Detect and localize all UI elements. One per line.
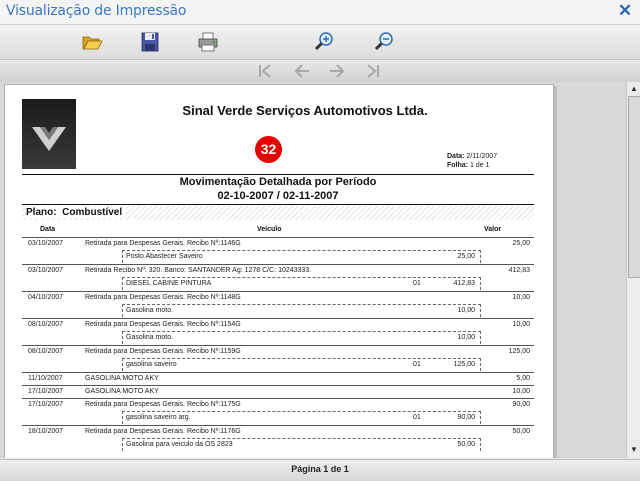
detail-value: 125,00 (453, 361, 475, 368)
header-divider (22, 174, 534, 175)
row-value: 412,83 (508, 267, 530, 274)
open-button[interactable] (80, 30, 104, 54)
detail-description: Gasolina para veiculo da OS 2823 (126, 441, 233, 448)
save-button[interactable] (138, 30, 162, 54)
detail-row (122, 411, 481, 424)
row-date: 17/10/2007 (28, 388, 64, 395)
window-title: Visualização de Impressão (6, 3, 187, 19)
plan-label (26, 207, 126, 218)
row-description: GASOLINA MOTO AKY (85, 388, 159, 395)
detail-row (122, 358, 481, 371)
plan-label-text: Plano: (26, 207, 57, 218)
detail-description: gasolina saveiro arg. (126, 414, 191, 421)
last-page-button[interactable] (362, 62, 382, 80)
page-navigation-bar (0, 60, 640, 83)
company-name: Sinal Verde Serviços Automotivos Ltda. (182, 103, 428, 118)
detail-row (122, 438, 481, 451)
plan-header (22, 206, 534, 220)
detail-value: 25,00 (457, 253, 475, 260)
row-date: 03/10/2007 (28, 240, 64, 247)
detail-quantity: 01 (413, 414, 421, 421)
row-description: Retirada Recibo Nº: 320. Banco: SANTANDER Ag: 1278 C/C: 10243333. (85, 267, 312, 274)
folder-open-icon (80, 30, 104, 54)
column-header-value: Valor (484, 226, 502, 233)
title-divider (22, 204, 534, 205)
detail-description: Gasolina moto. (126, 334, 174, 341)
row-value: 10,00 (512, 321, 530, 328)
row-description: Retirada para Despesas Gerais. Recibo Nº:1176G (85, 428, 241, 435)
row-value: 50,00 (512, 428, 530, 435)
printer-icon (196, 30, 220, 54)
zoom-in-icon (312, 30, 336, 54)
row-date: 03/10/2007 (28, 267, 64, 274)
row-description: Retirada para Despesas Gerais. Recibo Nº:1175G (85, 401, 241, 408)
report-date (447, 153, 497, 160)
last-page-icon (362, 62, 382, 80)
date-value: 2/11/2007 (466, 153, 498, 160)
row-description: Retirada para Despesas Gerais. Recibo Nº:1148G (85, 294, 241, 301)
row-date: 04/10/2007 (28, 294, 64, 301)
company-logo (22, 99, 76, 169)
detail-value: 10,00 (457, 307, 475, 314)
row-date: 08/10/2007 (28, 321, 64, 328)
detail-value: 10,00 (457, 334, 475, 341)
prev-page-button[interactable] (292, 62, 312, 80)
detail-description: DIESEL CABINE PINTURA (126, 280, 212, 287)
table-row (22, 372, 534, 386)
detail-value: 90,00 (457, 414, 475, 421)
table-row (22, 425, 534, 439)
row-description: GASOLINA MOTO AKY (85, 375, 159, 382)
close-button[interactable]: ✕ (617, 1, 633, 20)
column-header-date: Data (40, 226, 56, 233)
status-bar (0, 459, 640, 481)
detail-quantity: 01 (413, 361, 421, 368)
sheet-value: 1 de 1 (469, 162, 490, 169)
preview-area (0, 82, 626, 458)
count-badge: 32 (255, 136, 282, 163)
detail-row (122, 277, 481, 290)
row-date: 18/10/2007 (28, 428, 64, 435)
arrow-right-icon (327, 62, 347, 80)
detail-row (122, 304, 481, 317)
report-sheet (447, 162, 489, 169)
row-description: Retirada para Despesas Gerais. Recibo Nº:1159G (85, 348, 241, 355)
detail-description: Posto Abastecer Saveiro (126, 253, 203, 260)
table-row (22, 237, 534, 251)
detail-description: gasolina saveiro (126, 361, 177, 368)
plan-value: Combustível (62, 207, 123, 218)
row-value: 10,00 (512, 388, 530, 395)
detail-quantity: 01 (413, 280, 421, 287)
next-page-button[interactable] (327, 62, 347, 80)
detail-value: 412,83 (453, 280, 475, 287)
report-period: 02-10-2007 / 02-11-2007 (217, 190, 339, 202)
table-row (22, 385, 534, 399)
row-description: Retirada para Despesas Gerais. Recibo Nº:1154G (85, 321, 241, 328)
arrow-left-icon (292, 62, 312, 80)
row-date: 11/10/2007 (28, 375, 63, 382)
row-value: 5,00 (516, 375, 530, 382)
table-row (22, 398, 534, 412)
scroll-thumb[interactable] (628, 96, 640, 278)
first-page-icon (256, 62, 276, 80)
title-bar (0, 0, 640, 25)
detail-row (122, 331, 481, 344)
table-row (22, 318, 534, 332)
detail-value: 50,00 (457, 441, 475, 448)
detail-description: Gasolina moto. (126, 307, 174, 314)
row-value: 125,00 (508, 348, 530, 355)
zoom-out-button[interactable] (372, 30, 396, 54)
page-indicator: Página 1 de 1 (291, 464, 349, 474)
report-title: Movimentação Detalhada por Período (179, 176, 377, 188)
toolbar (0, 25, 640, 60)
date-label: Data: (447, 153, 465, 160)
scroll-down-icon[interactable]: ▼ (630, 445, 638, 454)
row-date: 08/10/2007 (28, 348, 64, 355)
detail-row (122, 250, 481, 263)
column-header-vehicle: Veículo (257, 226, 282, 233)
logo-mark-icon (22, 99, 76, 169)
zoom-out-icon (372, 30, 396, 54)
row-date: 17/10/2007 (28, 401, 64, 408)
scroll-up-icon[interactable]: ▲ (630, 84, 638, 93)
row-value: 25,00 (512, 240, 530, 247)
row-value: 10,00 (512, 294, 530, 301)
floppy-disk-icon (138, 30, 162, 54)
table-row (22, 345, 534, 359)
row-description: Retirada para Despesas Gerais. Recibo Nº:1146G (85, 240, 241, 247)
table-row (22, 264, 534, 278)
sheet-label: Folha: (447, 162, 468, 169)
vertical-scrollbar[interactable] (626, 82, 640, 458)
table-row (22, 291, 534, 305)
zoom-in-button[interactable] (312, 30, 336, 54)
report-page (4, 84, 554, 458)
print-button[interactable] (196, 30, 220, 54)
row-value: 90,00 (512, 401, 530, 408)
first-page-button[interactable] (256, 62, 276, 80)
